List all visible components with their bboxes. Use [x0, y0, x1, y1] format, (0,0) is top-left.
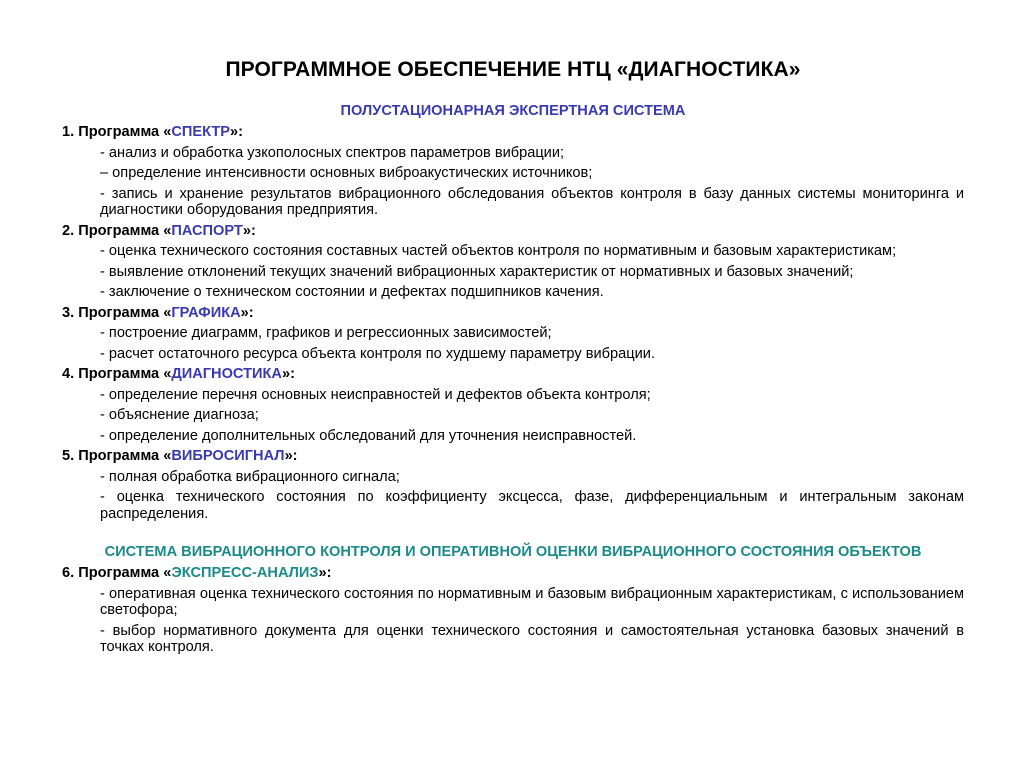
program-heading-spektr: 1. Программа «СПЕКТР»: — [62, 124, 244, 140]
list-item: - выбор нормативного документа для оценки технического состояния и самостоятельная установка базовых значений в точках контроля. — [100, 622, 964, 655]
content — [62, 103, 964, 660]
program-heading-diagnostika: 4. Программа «ДИАГНОСТИКА»: — [62, 366, 295, 382]
list-item: - объяснение диагноза; — [100, 407, 259, 423]
list-item: – определение интенсивности основных виброакустических источников; — [100, 165, 593, 181]
list-item: - полная обработка вибрационного сигнала; — [100, 468, 400, 485]
program-name: ПАСПОРТ — [171, 222, 243, 239]
section-heading-vibration-control: СИСТЕМА ВИБРАЦИОННОГО КОНТРОЛЯ И ОПЕРАТИВНОЙ ОЦЕНКИ ВИБРАЦИОННОГО СОСТОЯНИЯ ОБЪЕКТОВ — [104, 544, 922, 560]
list-item: - оценка технического состояния по коэффициенту эксцесса, фазе, дифференциальным и интегральным законам распределения. — [100, 489, 964, 522]
list-item: - расчет остаточного ресурса объекта контроля по худшему параметру вибрации. — [100, 345, 655, 362]
program-heading-pasport: 2. Программа «ПАСПОРТ»: — [62, 222, 256, 239]
list-item: - определение дополнительных обследований для уточнения неисправностей. — [100, 427, 637, 444]
program-name: ДИАГНОСТИКА — [171, 366, 282, 382]
program-name: ГРАФИКА — [171, 304, 241, 321]
program-name: ЭКСПРЕСС-АНАЛИЗ — [171, 565, 319, 581]
list-item: - заключение о техническом состоянии и дефектах подшипников качения. — [100, 284, 604, 300]
list-item: - запись и хранение результатов вибрационного обследования объектов контроля в базу данных системы мониторинга и диагностики оборудования предприятия. — [100, 185, 964, 218]
program-name: СПЕКТР — [171, 124, 231, 140]
program-name: ВИБРОСИГНАЛ — [171, 448, 285, 464]
program-heading-grafika: 3. Программа «ГРАФИКА»: — [62, 304, 254, 321]
section-heading-expert-system: ПОЛУСТАЦИОНАРНАЯ ЭКСПЕРТНАЯ СИСТЕМА — [340, 103, 686, 119]
list-item: - построение диаграмм, графиков и регрессионных зависимостей; — [100, 325, 552, 341]
list-item: - оценка технического состояния составных частей объектов контроля по нормативным и базовым характеристикам; — [100, 243, 897, 259]
program-heading-vibrosignal: 5. Программа «ВИБРОСИГНАЛ»: — [62, 448, 298, 464]
list-item: - выявление отклонений текущих значений вибрационных характеристик от нормативных и базовых значений; — [100, 263, 854, 280]
program-heading-express-analiz: 6. Программа «ЭКСПРЕСС-АНАЛИЗ»: — [62, 565, 332, 581]
list-item: - оперативная оценка технического состояния по нормативным и базовым вибрационным характеристикам, с использованием светофора; — [100, 585, 964, 618]
page-title: ПРОГРАММНОЕ ОБЕСПЕЧЕНИЕ НТЦ «ДИАГНОСТИКА» — [225, 58, 801, 81]
list-item: - определение перечня основных неисправностей и дефектов объекта контроля; — [100, 386, 651, 403]
list-item: - анализ и обработка узкополосных спектров параметров вибрации; — [100, 144, 565, 161]
